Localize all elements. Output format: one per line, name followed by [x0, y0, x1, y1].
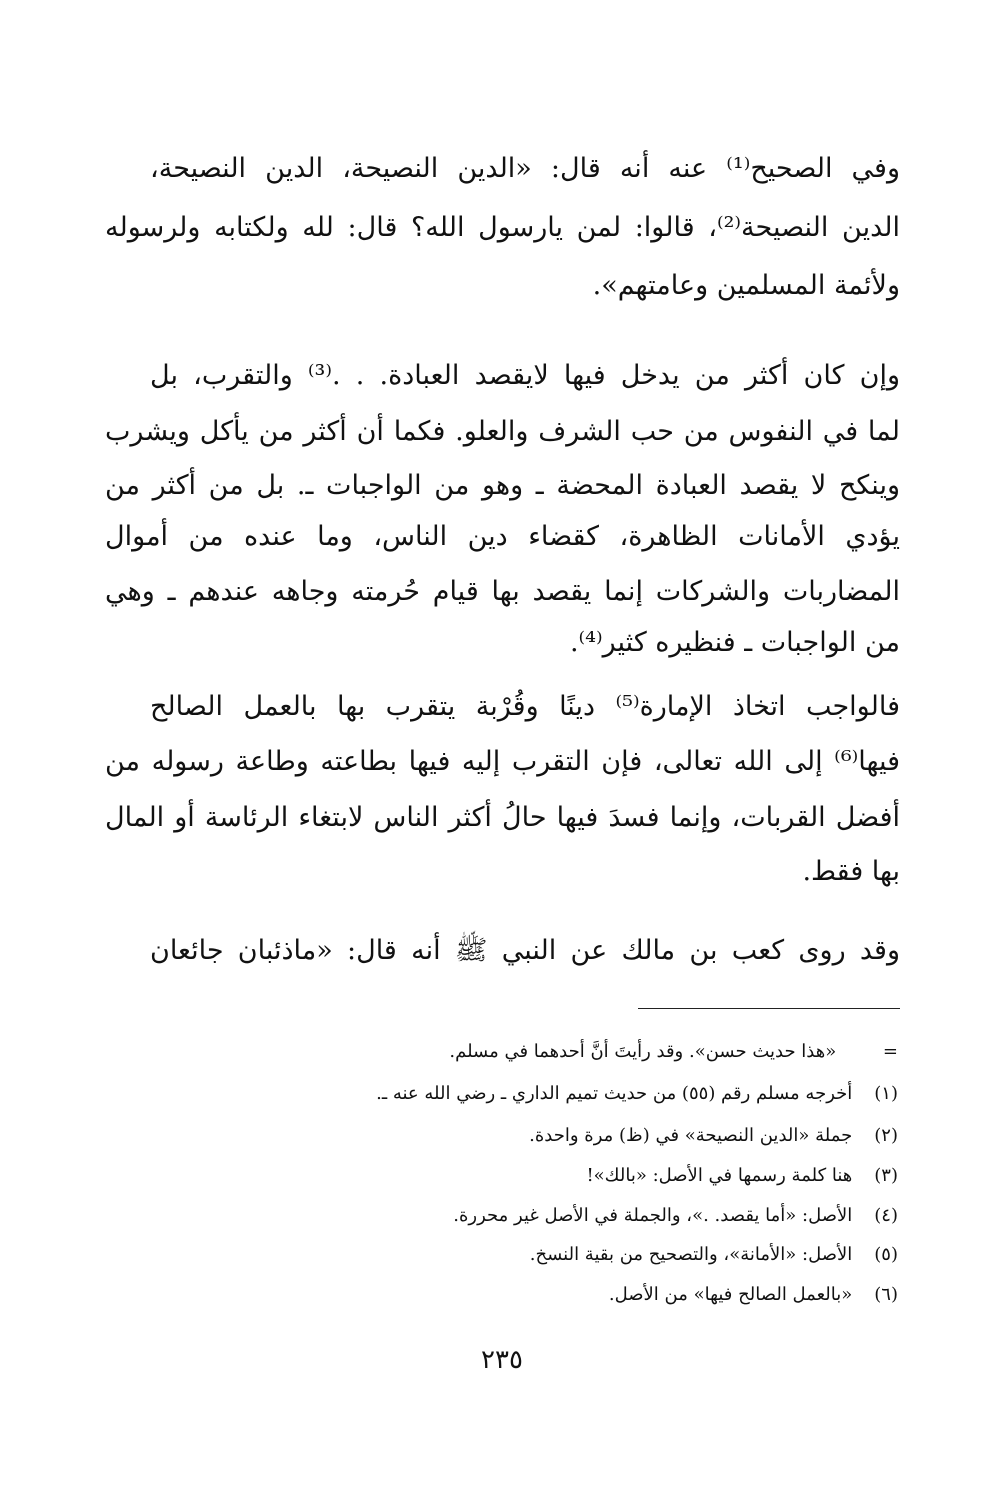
body-line: وفي الصحيح⁽¹⁾ عنه أنه قال: «الدين النصيحة، الدين النصيحة، — [150, 153, 900, 184]
footnote-text: «بالعمل الصالح فيها» من الأصل. — [608, 1284, 853, 1305]
body-line: فالواجب اتخاذ الإمارة⁽⁵⁾ دينًا وقُرْبة يتقرب بها بالعمل الصالح — [150, 691, 900, 722]
body-line: بها فقط. — [802, 856, 900, 887]
footnote — [98, 1161, 898, 1191]
body-line: وينكح لا يقصد العبادة المحضة ـ وهو من الواجبات ـ. بل من أكثر من — [105, 470, 900, 501]
footnote-text: الأصل: «أما يقصد. .»، والجملة في الأصل غير محررة. — [453, 1205, 853, 1226]
footnote-marker: (٦) — [874, 1284, 898, 1305]
body-line: ولأئمة المسلمين وعامتهم». — [592, 270, 900, 301]
footnote — [98, 1240, 898, 1270]
footnote-marker: = — [882, 1041, 898, 1062]
page-number: ٢٣٥ — [481, 1345, 523, 1375]
body-line: وقد روى كعب بن مالك عن النبي ﷺ أنه قال: «ماذئبان جائعان — [150, 935, 900, 966]
footnote-text: أخرجه مسلم رقم (٥٥) من حديث تميم الداري ـ رضي الله عنه ـ. — [376, 1083, 853, 1104]
body-line: المضاربات والشركات إنما يقصد بها قيام حُرمته وجاهه عندهم ـ وهي — [105, 576, 900, 607]
body-line: من الواجبات ـ فنظيره كثير⁽⁴⁾. — [569, 627, 900, 658]
footnote-marker: (٥) — [874, 1244, 898, 1265]
footnote-text: هنا كلمة رسمها في الأصل: «بالك»! — [586, 1165, 853, 1186]
footnote-divider — [638, 1008, 900, 1009]
body-line: أفضل القربات، وإنما فسدَ فيها حالُ أكثر الناس لابتغاء الرئاسة أو المال — [105, 802, 900, 833]
footnote-marker: (١) — [874, 1083, 898, 1104]
footnote-text: جملة «الدين النصيحة» في (ظ) مرة واحدة. — [529, 1125, 853, 1146]
footnote — [98, 1037, 898, 1067]
footnote — [98, 1121, 898, 1151]
footnote-marker: (٢) — [874, 1125, 898, 1146]
body-line: وإن كان أكثر من يدخل فيها لايقصد العبادة. . .⁽³⁾ والتقرب، بل — [150, 360, 900, 391]
footnote — [98, 1201, 898, 1231]
body-line: يؤدي الأمانات الظاهرة، كقضاء دين الناس، وما عنده من أموال — [105, 521, 900, 552]
footnote-text: الأصل: «الأمانة»، والتصحيح من بقية النسخ. — [529, 1244, 853, 1265]
body-line: لما في النفوس من حب الشرف والعلو. فكما أن أكثر من يأكل ويشرب — [105, 416, 900, 447]
footnote — [98, 1280, 898, 1310]
body-line: الدين النصيحة⁽²⁾، قالوا: لمن يارسول الله؟ قال: لله ولكتابه ولرسوله — [105, 212, 900, 243]
footnote — [98, 1079, 898, 1109]
body-line: فيها⁽⁶⁾ إلى الله تعالى، فإن التقرب إليه فيها بطاعته وطاعة رسوله من — [105, 746, 900, 777]
footnote-marker: (٤) — [874, 1205, 898, 1226]
footnote-marker: (٣) — [874, 1165, 898, 1186]
footnote-text: «هذا حديث حسن». وقد رأيتَ أنَّ أحدهما في مسلم. — [449, 1041, 837, 1062]
